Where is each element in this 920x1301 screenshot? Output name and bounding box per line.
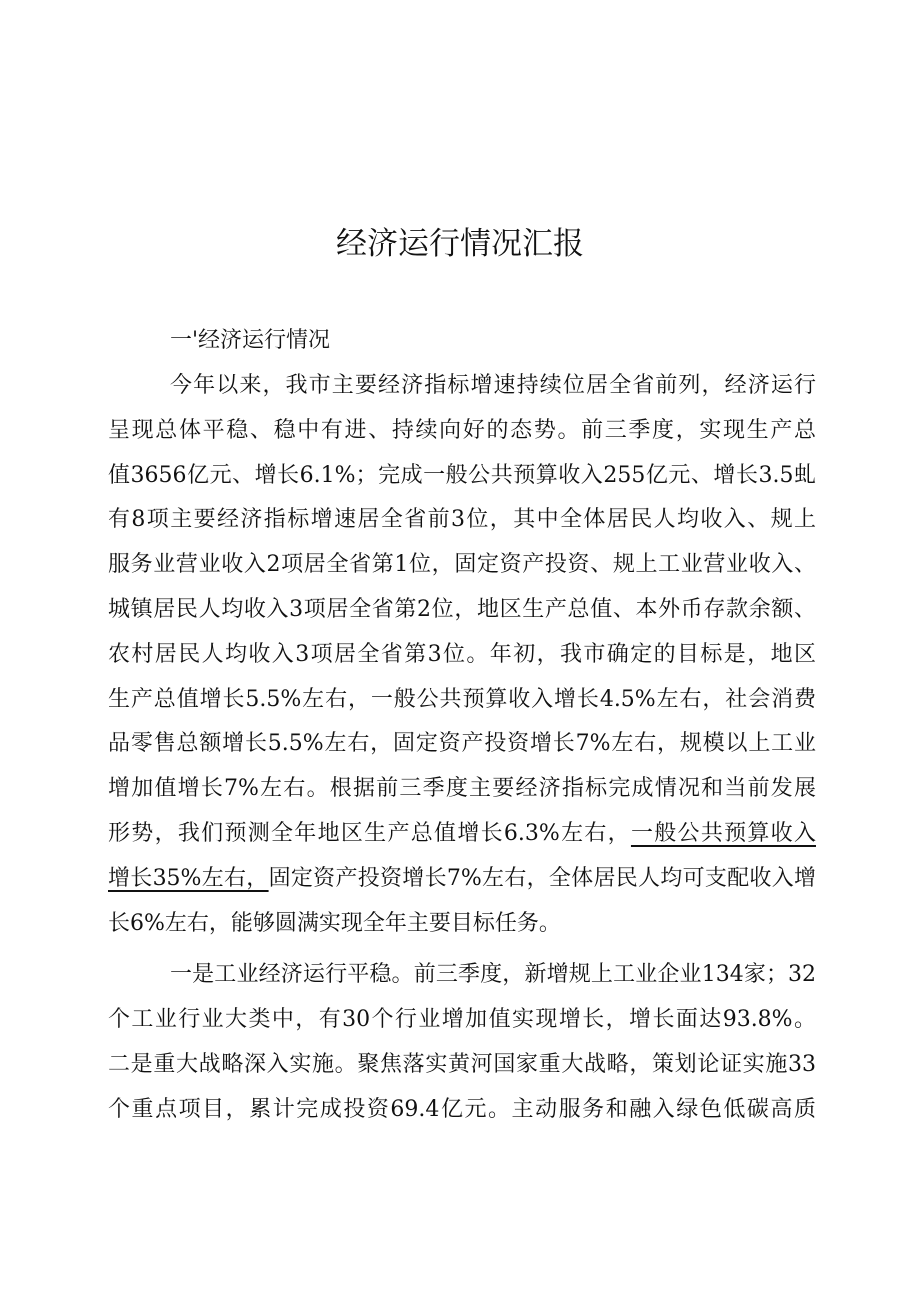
paragraph-line: 农村居民人均收入3项居全省第3位。年初，我市确定的目标是，地区 [108, 642, 816, 667]
paragraph-line [108, 812, 816, 856]
section-heading: 一'经济运行情况 [170, 328, 331, 353]
paragraph-line: 城镇居民人均收入3项居全省第2位，地区生产总值、本外币存款余额、 [108, 597, 816, 622]
paragraph-line: 品零售总额增长5.5%左右，固定资产投资增长7%左右，规模以上工业 [108, 731, 816, 756]
paragraph-line: 服务业营业收入2项居全省第1位，固定资产投资、规上工业营业收入、 [108, 552, 816, 577]
paragraph-line: 二是重大战略深入实施。聚焦落实黄河国家重大战略，策划论证实施33 [108, 1052, 816, 1077]
paragraph-line: 值3656亿元、增长6.1%；完成一般公共预算收入255亿元、增长3.5虬 [108, 463, 816, 488]
paragraph-line [108, 857, 816, 901]
paragraph-line: 呈现总体平稳、稳中有进、持续向好的态势。前三季度，实现生产总 [108, 418, 816, 443]
paragraph-line: 生产总值增长5.5%左右，一般公共预算收入增长4.5%左右，社会消费 [108, 687, 816, 712]
paragraph-text: 形势，我们预测全年地区生产总值增长6.3%左右， [108, 821, 631, 846]
paragraph-line: 个工业行业大类中，有30个行业增加值实现增长，增长面达93.8%。 [108, 1007, 816, 1032]
paragraph-line: 今年以来，我市主要经济指标增速持续位居全省前列，经济运行 [170, 373, 816, 398]
document-title: 经济运行情况汇报 [336, 226, 584, 262]
paragraph-line: 个重点项目，累计完成投资69.4亿元。主动服务和融入绿色低碳高质 [108, 1097, 816, 1122]
paragraph-line: 增加值增长7%左右。根据前三季度主要经济指标完成情况和当前发展 [108, 776, 816, 801]
underlined-text: 一般公共预算收入 [630, 821, 816, 846]
paragraph-line: 一是工业经济运行平稳。前三季度，新增规上工业企业134家；32 [170, 962, 816, 987]
paragraph-line: 长6%左右，能够圆满实现全年主要目标任务。 [108, 911, 561, 936]
paragraph-text: 固定资产投资增长7%左右，全体居民人均可支配收入增 [268, 866, 816, 891]
underlined-text: 增长35%左右， [108, 866, 269, 891]
paragraph-line: 有8项主要经济指标增速居全省前3位，其中全体居民人均收入、规上 [108, 507, 816, 532]
